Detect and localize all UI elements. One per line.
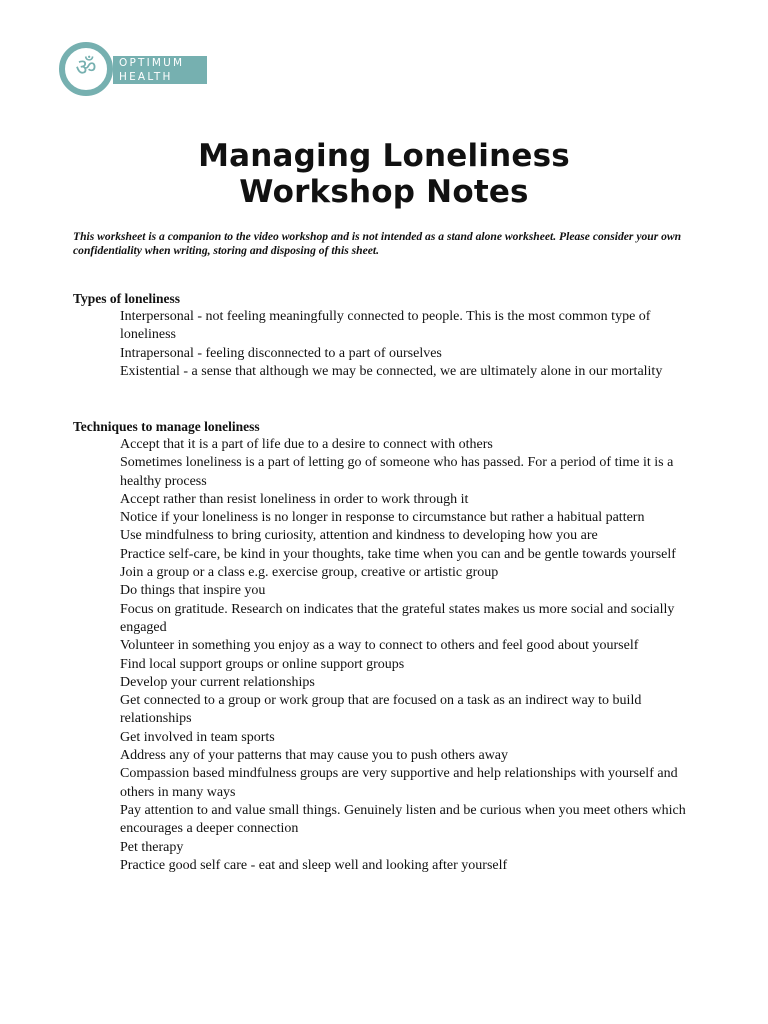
list-item: Practice good self care - eat and sleep well and looking after yourself [120, 857, 508, 873]
section-heading: Techniques to manage loneliness [73, 419, 260, 434]
list-item: Existential - a sense that although we may be connected, we are ultimately alone in our mortality [120, 363, 663, 379]
section-heading: Types of loneliness [73, 291, 181, 306]
item-list [120, 436, 698, 875]
list-item: Pay attention to and value small things. Genuinely listen and be curious when you meet others which encourages a deeper connection [120, 802, 686, 837]
title-line-1: Managing Loneliness [198, 138, 570, 174]
list-item: Practice self-care, be kind in your thoughts, take time when you can and be gentle towards yourself [120, 546, 676, 562]
logo-word-health: HEALTH [119, 71, 173, 83]
brand-logo [57, 41, 209, 99]
om-symbol-icon: ॐ [75, 55, 97, 81]
section-techniques [73, 418, 698, 875]
logo-word-optimum: OPTIMUM [119, 57, 185, 69]
list-item: Interpersonal - not feeling meaningfully connected to people. This is the most common type of loneliness [120, 309, 651, 343]
page-title [0, 138, 768, 210]
list-item: Volunteer in something you enjoy as a way to connect to others and feel good about yourself [120, 638, 639, 654]
list-item: Find local support groups or online support groups [120, 656, 405, 672]
list-item: Use mindfulness to bring curiosity, attention and kindness to developing how you are [120, 528, 598, 544]
list-item: Focus on gratitude. Research on indicates that the grateful states makes us more social and socially engaged [120, 601, 675, 635]
section-types-of-loneliness [73, 290, 698, 381]
list-item: Intrapersonal - feeling disconnected to a part of ourselves [120, 345, 442, 361]
list-item: Develop your current relationships [120, 674, 315, 690]
list-item: Join a group or a class e.g. exercise group, creative or artistic group [120, 565, 499, 581]
list-item: Do things that inspire you [120, 583, 266, 599]
list-item: Get involved in team sports [120, 729, 275, 745]
list-item: Accept rather than resist loneliness in order to work through it [120, 491, 469, 507]
intro-note: This worksheet is a companion to the video workshop and is not intended as a stand alone worksheet. Please consider your own confidentiality when writing, storing and disposing of this sheet. [73, 230, 682, 257]
item-list [120, 308, 698, 381]
title-line-2: Workshop Notes [239, 174, 529, 210]
list-item: Sometimes loneliness is a part of letting go of someone who has passed. For a period of time it is a healthy process [120, 455, 674, 489]
list-item: Notice if your loneliness is no longer in response to circumstance but rather a habitual pattern [120, 510, 645, 526]
list-item: Compassion based mindfulness groups are very supportive and help relationships with yourself and others in many ways [120, 766, 678, 800]
list-item: Address any of your patterns that may cause you to push others away [120, 748, 509, 764]
list-item: Accept that it is a part of life due to a desire to connect with others [120, 437, 493, 452]
list-item: Get connected to a group or work group that are focused on a task as an indirect way to build relationships [120, 693, 642, 727]
list-item: Pet therapy [120, 839, 184, 855]
